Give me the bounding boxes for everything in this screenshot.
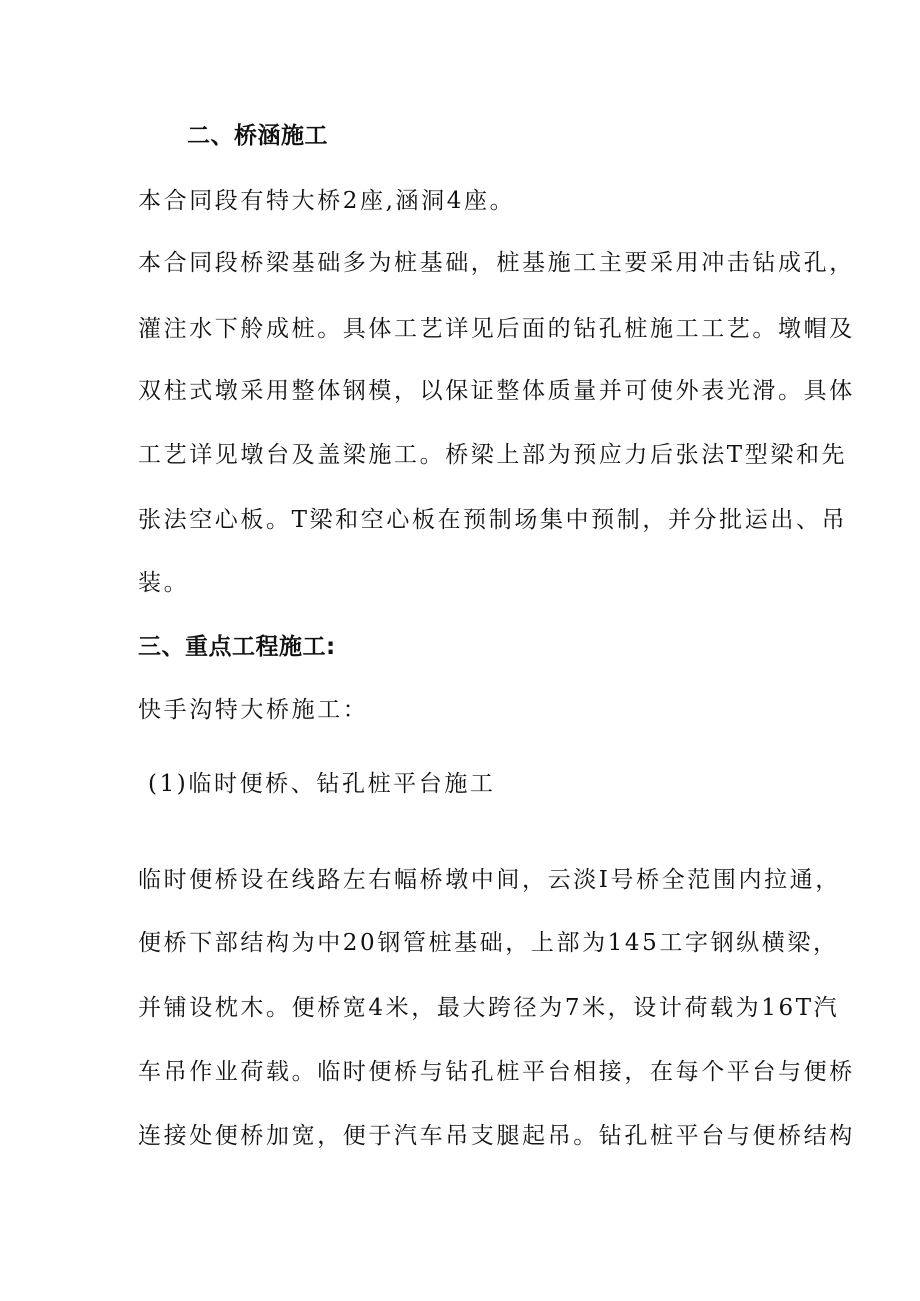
section-heading-bridge-culvert: 二、桥涵施工 [187, 123, 328, 149]
paragraph-line: 临时便桥设在线路左右幅桥墩中间，云淡I号桥全范围内拉通， [138, 867, 841, 893]
paragraph-line: 装。 [138, 570, 190, 596]
paragraph-line: 并铺设枕木。便桥宽4米，最大跨径为7米，设计荷载为16T汽 [138, 995, 840, 1021]
paragraph-line: 本合同段有特大桥2座,涵洞4座。 [138, 188, 516, 214]
paragraph-line: 本合同段桥梁基础多为桩基础，桩基施工主要采用冲击钻成孔， [138, 250, 855, 276]
paragraph-line: 连接处便桥加宽，便于汽车吊支腿起吊。钻孔桩平台与便桥结构 [138, 1123, 855, 1149]
paragraph-line: 快手沟特大桥施工： [138, 697, 369, 723]
paragraph-line: 便桥下部结构为中20钢管桩基础，上部为145工字钢纵横梁， [138, 930, 839, 956]
subsection-title: (1)临时便桥、钻孔桩平台施工 [148, 771, 496, 797]
paragraph-line: 车吊作业荷载。临时便桥与钻孔桩平台相接，在每个平台与便桥 [138, 1059, 855, 1085]
paragraph-line: 工艺详见墩台及盖梁施工。桥梁上部为预应力后张法T型梁和先 [138, 442, 848, 468]
section-heading-key-works: 三、重点工程施工: [138, 634, 336, 660]
paragraph-line: 张法空心板。T梁和空心板在预制场集中预制，并分批运出、吊 [138, 507, 848, 533]
paragraph-line: 双柱式墩采用整体钢模，以保证整体质量并可使外表光滑。具体 [138, 378, 855, 404]
paragraph-line: 灌注水下舲成桩。具体工艺详见后面的钻孔桩施工工艺。墩帽及 [138, 316, 855, 342]
